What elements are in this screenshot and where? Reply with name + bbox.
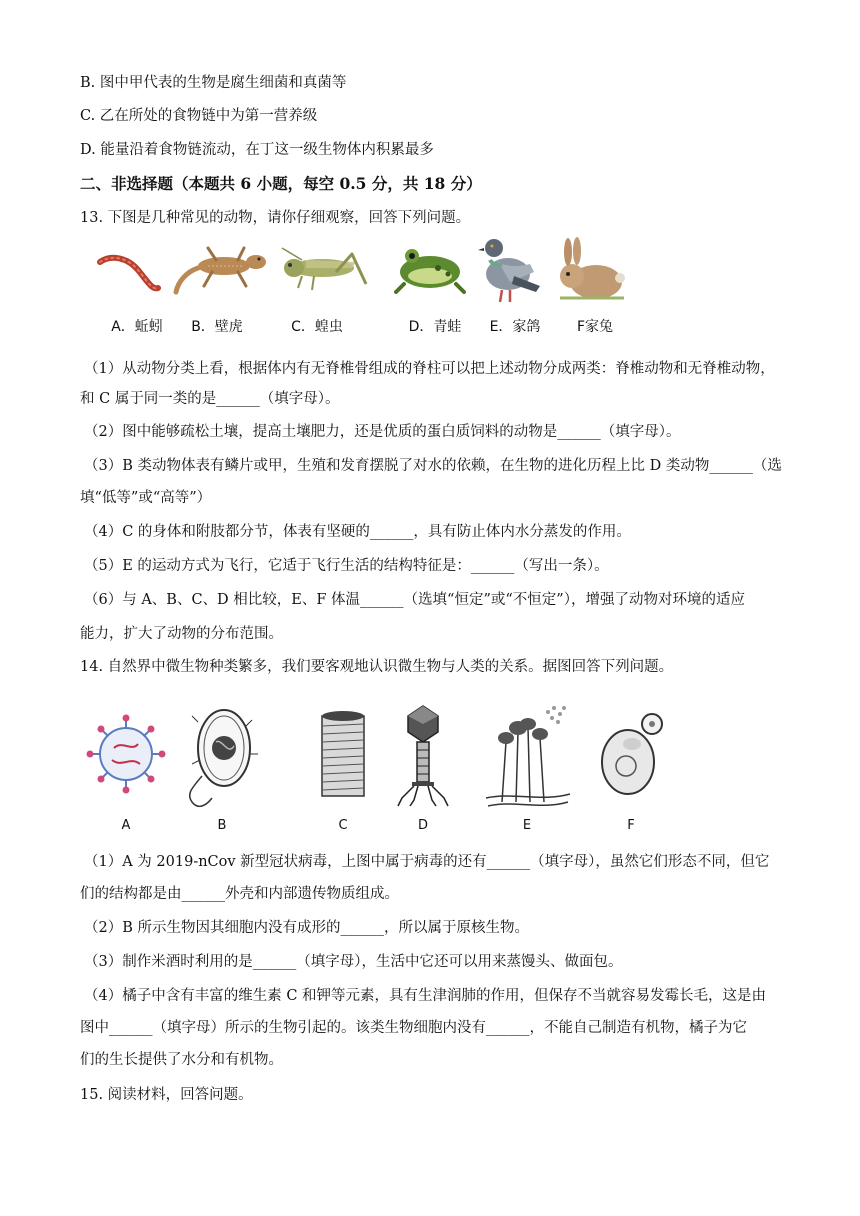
- microbe-b: [182, 702, 262, 840]
- section-heading: 二、非选择题（本题共 6 小题，每空 0.5 分，共 18 分）: [80, 174, 482, 193]
- microbe-label: D: [417, 818, 428, 833]
- animal-label: C．蝗虫: [291, 319, 343, 335]
- animal-b: [172, 232, 262, 340]
- q13-part6-line2: 能力，扩大了动物的分布范围。: [80, 626, 283, 642]
- q14-part4-line2: 图中______（填字母）所示的生物引起的。该类生物细胞内没有______，不能自己制造有机物，橘子为它: [80, 1020, 747, 1036]
- microbe-a: [86, 702, 166, 840]
- microbe-d: [388, 702, 458, 840]
- animal-f: [550, 232, 640, 340]
- q13-part5: （5）E 的运动方式为飞行，它适于飞行生活的结构特征是：______（写出一条）。: [84, 558, 609, 574]
- earthworm-icon: [92, 232, 172, 302]
- mold-icon: [482, 702, 572, 812]
- q14-part1-line1: （1）A 为 2019-nCov 新型冠状病毒，上图中属于病毒的还有______（填字母），虽然它们形态不同，但它: [84, 854, 770, 870]
- question-14-stem: 14. 自然界中微生物种类繁多，我们要客观地认识微生物与人类的关系。据图回答下列问题。: [80, 659, 674, 675]
- option-d: D. 能量沿着食物链流动，在丁这一级生物体内积累最多: [80, 142, 434, 158]
- microbe-label: C: [338, 818, 348, 833]
- yeast-icon: [596, 702, 666, 812]
- q13-part2: （2）图中能够疏松土壤，提高土壤肥力，还是优质的蛋白质饲料的动物是______（填字母）。: [84, 424, 681, 440]
- gecko-icon: [172, 232, 272, 302]
- animal-label: B．壁虎: [191, 319, 243, 335]
- animal-label: A．蚯蚓: [111, 319, 163, 335]
- microbe-c: [308, 702, 378, 840]
- animal-label: F家兔: [576, 319, 614, 335]
- question-15-stem: 15. 阅读材料，回答问题。: [80, 1087, 253, 1103]
- animal-label: D．青蛙: [408, 319, 462, 335]
- q13-part4: （4）C 的身体和附肢都分节，体表有坚硬的______，具有防止体内水分蒸发的作用。: [84, 524, 631, 540]
- microbes-figure: [86, 702, 686, 840]
- q13-part6-line1: （6）与 A、B、C、D 相比较，E、F 体温______（选填“恒定”或“不恒定”），增强了动物对环境的适应: [84, 592, 745, 608]
- animal-a: [92, 232, 182, 340]
- q13-part1-line1: （1）从动物分类上看，根据体内有无脊椎骨组成的脊柱可以把上述动物分成两类：脊椎动物和无脊椎动物，: [84, 361, 775, 377]
- coronavirus-icon: [86, 702, 166, 812]
- frog-icon: [390, 232, 470, 302]
- animal-c: [272, 232, 362, 340]
- pigeon-icon: [470, 232, 550, 312]
- animal-d: [390, 232, 480, 340]
- q14-part1-line2: 们的结构都是由______外壳和内部遗传物质组成。: [80, 886, 399, 902]
- microbe-label: A: [121, 818, 131, 833]
- option-b: B. 图中甲代表的生物是腐生细菌和真菌等: [80, 75, 347, 91]
- option-c: C. 乙在所处的食物链中为第一营养级: [80, 108, 318, 124]
- animals-figure: [92, 232, 652, 340]
- q14-part4-line3: 们的生长提供了水分和有机物。: [80, 1052, 283, 1068]
- microbe-e: [482, 702, 572, 840]
- bacteriophage-icon: [388, 702, 458, 812]
- microbe-label: F: [627, 818, 635, 833]
- q13-part3-line2: 填“低等”或“高等”）: [80, 490, 212, 506]
- animal-e: [470, 232, 560, 340]
- q14-part3: （3）制作米酒时利用的是______（填字母），生活中它还可以用来蒸馒头、做面包。: [84, 954, 623, 970]
- tobacco-mosaic-virus-icon: [308, 702, 378, 812]
- rabbit-icon: [550, 232, 630, 312]
- question-13-stem: 13. 下图是几种常见的动物，请你仔细观察，回答下列问题。: [80, 210, 471, 226]
- microbe-label: E: [522, 818, 532, 833]
- animal-label: E．家鸽: [489, 319, 541, 335]
- grasshopper-icon: [272, 232, 372, 302]
- q14-part2: （2）B 所示生物因其细胞内没有成形的______，所以属于原核生物。: [84, 920, 529, 936]
- microbe-f: [596, 702, 666, 840]
- q13-part1-line2: 和 C 属于同一类的是______（填字母）。: [80, 391, 340, 407]
- q13-part3-line1: （3）B 类动物体表有鳞片或甲，生殖和发育摆脱了对水的依赖，在生物的进化历程上比 D 类动物______（选: [84, 458, 782, 474]
- microbe-label: B: [217, 818, 227, 833]
- q14-part4-line1: （4）橘子中含有丰富的维生素 C 和钾等元素，具有生津润肺的作用，但保存不当就容易发霉长毛，这是由: [84, 988, 767, 1004]
- bacterium-icon: [182, 702, 262, 812]
